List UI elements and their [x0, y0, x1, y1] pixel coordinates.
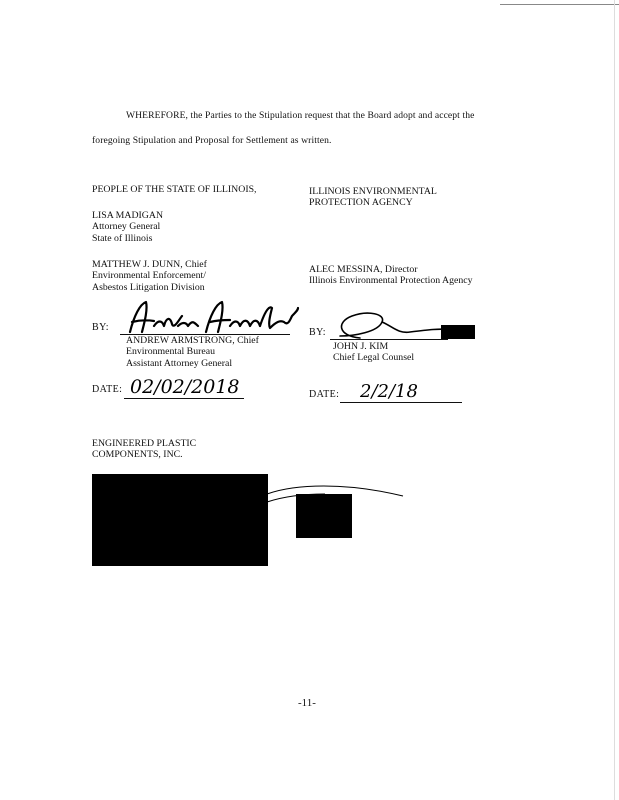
armstrong-signer-block: ANDREW ARMSTRONG, Chief Environmental Bureau Assistant Attorney General	[126, 335, 259, 369]
scan-edge-right	[614, 0, 615, 800]
redaction-right-signature	[441, 325, 475, 339]
company-name: ENGINEERED PLASTIC COMPONENTS, INC.	[92, 438, 197, 461]
right-date-label: DATE:	[309, 389, 340, 400]
left-signature	[120, 296, 300, 338]
scan-edge-line	[500, 4, 619, 5]
page-number: -11-	[298, 697, 316, 709]
people-heading: PEOPLE OF THE STATE OF ILLINOIS,	[92, 184, 257, 195]
chief-enforcement-block: MATTHEW J. DUNN, Chief Environmental Enforcement/ Asbestos Litigation Division	[92, 259, 207, 293]
right-date-line	[340, 402, 462, 403]
left-date-value: 02/02/2018	[130, 376, 240, 398]
wherefore-line-1: WHEREFORE, the Parties to the Stipulation request that the Board adopt and accept the	[126, 110, 475, 121]
iepa-heading: ILLINOIS ENVIRONMENTAL PROTECTION AGENCY	[309, 186, 437, 209]
signature-armstrong-drawing	[120, 296, 300, 338]
director-block: ALEC MESSINA, Director Illinois Environmental Protection Agency	[309, 264, 473, 287]
redaction-company-signature	[296, 494, 352, 538]
left-date-label: DATE:	[92, 384, 123, 395]
right-date-value: 2/2/18	[360, 381, 418, 402]
right-by-label: BY:	[309, 327, 326, 338]
left-by-label: BY:	[92, 322, 109, 333]
right-signature-line	[330, 339, 448, 340]
attorney-general-block: LISA MADIGAN Attorney General State of Illinois	[92, 210, 164, 244]
kim-signer-block: JOHN J. KIM Chief Legal Counsel	[333, 341, 415, 364]
left-date-line	[124, 398, 244, 399]
wherefore-line-2: foregoing Stipulation and Proposal for Settlement as written.	[92, 135, 332, 146]
redaction-company-signature-block	[92, 474, 268, 566]
